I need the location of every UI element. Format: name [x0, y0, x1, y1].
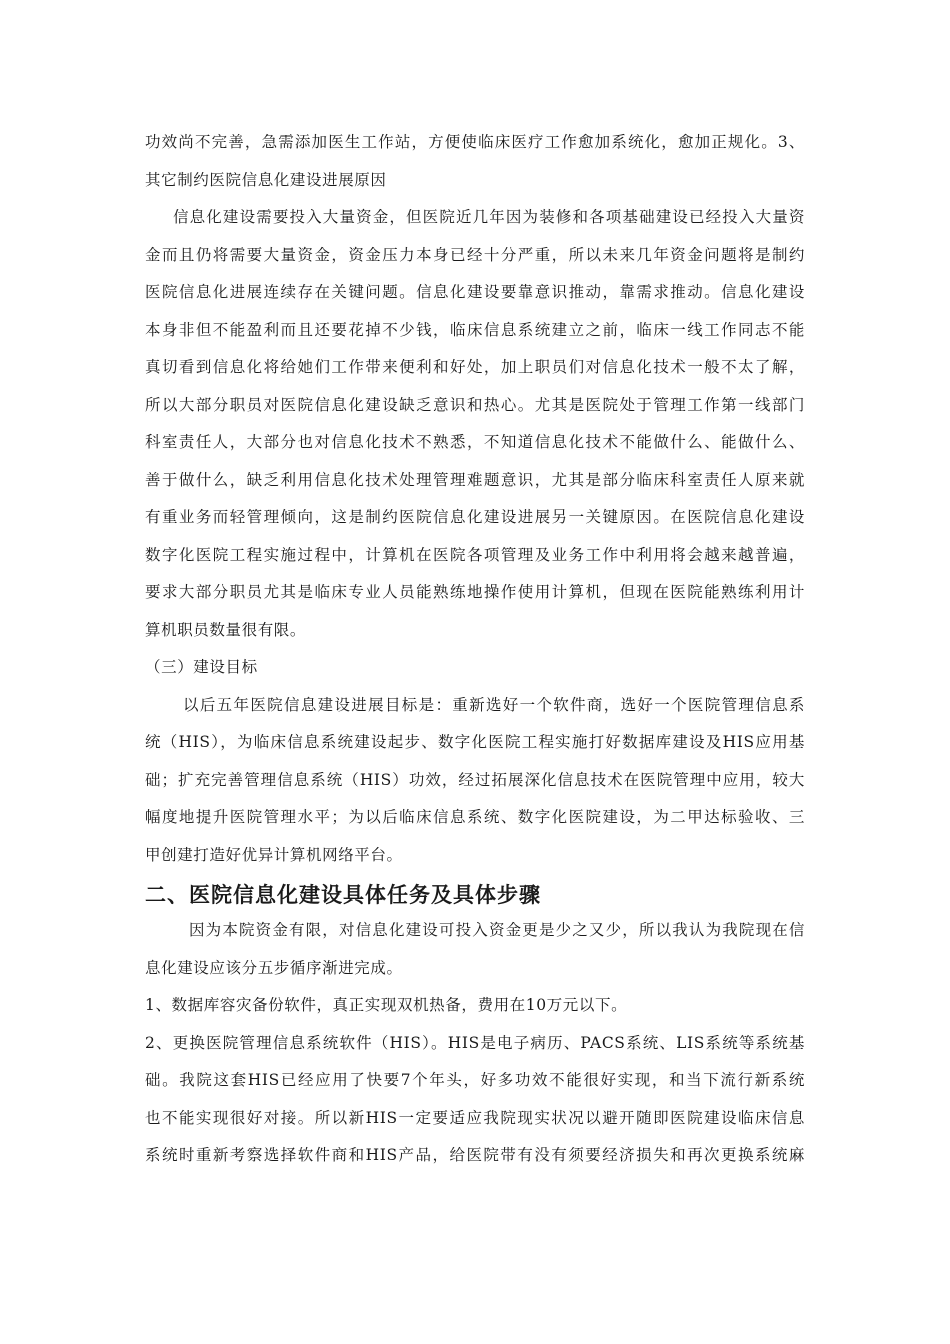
paragraph-line: 幅度地提升医院管理水平；为以后临床信息系统、数字化医院建设，为二甲达标验收、三: [145, 808, 805, 826]
paragraph-line: 所以大部分职员对医院信息化建设缺乏意识和热心。尤其是医院处于管理工作第一线部门: [145, 395, 805, 414]
paragraph-line: 善于做什么，缺乏利用信息化技术处理管理难题意识，尤其是部分临床科室责任人原来就: [145, 470, 805, 489]
paragraph-line: 算机职员数量很有限。: [145, 620, 307, 639]
paragraph-line: 础；扩充完善管理信息系统（HIS）功效，经过拓展深化信息技术在医院管理中应用，较大: [145, 770, 805, 789]
section-subtitle: 其它制约医院信息化建设进展原因: [145, 170, 387, 189]
paragraph-line: 本身非但不能盈利而且还要花掉不少钱，临床信息系统建立之前，临床一线工作同志不能: [145, 320, 805, 339]
paragraph-line: 础。我院这套HIS已经应用了快要7个年头，好多功效不能很好实现，和当下流行新系统: [145, 1071, 805, 1089]
paragraph-line: 金而且仍将需要大量资金，资金压力本身已经十分严重，所以未来几年资金问题将是制约: [145, 245, 805, 264]
paragraph-line: 有重业务而轻管理倾向，这是制约医院信息化建设进展另一关键原因。在医院信息化建设: [145, 508, 805, 526]
section-heading: 二、医院信息化建设具体任务及具体步骤: [145, 883, 541, 907]
paragraph-line: 以后五年医院信息建设进展目标是：重新选好一个软件商，选好一个医院管理信息系: [183, 695, 805, 714]
paragraph-line: 数字化医院工程实施过程中，计算机在医院各项管理及业务工作中利用将会越来越普遍，: [145, 545, 805, 564]
paragraph-line: 统（HIS），为临床信息系统建设起步、数字化医院工程实施打好数据库建设及HIS应用基: [145, 733, 805, 751]
list-item: 1、数据库容灾备份软件，真正实现双机热备，费用在10万元以下。: [145, 996, 628, 1014]
paragraph-line: 功效尚不完善，急需添加医生工作站，方便使临床医疗工作愈加系统化，愈加正规化。3、: [145, 133, 805, 151]
paragraph-line: 要求大部分职员尤其是临床专业人员能熟练地操作使用计算机，但现在医院能熟练利用计: [145, 583, 805, 601]
paragraph-line: 也不能实现很好对接。所以新HIS一定要适应我院现实状况以避开随即医院建设临床信息: [145, 1108, 805, 1127]
paragraph-line: 真切看到信息化将给她们工作带来便利和好处，加上职员们对信息化技术一般不太了解，: [145, 358, 805, 376]
paragraph-line: 科室责任人，大部分也对信息化技术不熟悉，不知道信息化技术不能做什么、能做什么、: [145, 433, 805, 451]
document-page: [145, 124, 805, 1175]
paragraph-line: 信息化建设需要投入大量资金，但医院近几年因为装修和各项基础建设已经投入大量资: [173, 208, 805, 226]
paragraph-line: 息化建设应该分五步循序渐进完成。: [145, 958, 403, 977]
list-item: 2、更换医院管理信息系统软件（HIS）。HIS是电子病历、PACS系统、LIS系统等系统基: [145, 1033, 805, 1052]
paragraph-line: 甲创建打造好优异计算机网络平台。: [145, 845, 403, 864]
section-subtitle: （三）建设目标: [145, 658, 258, 676]
paragraph-line: 系统时重新考察选择软件商和HIS产品，给医院带有没有须要经济损失和再次更换系统麻: [145, 1146, 805, 1164]
paragraph-line: 医院信息化进展连续存在关键问题。信息化建设要靠意识推动，靠需求推动。信息化建设: [145, 283, 805, 301]
paragraph-line: 因为本院资金有限，对信息化建设可投入资金更是少之又少，所以我认为我院现在信: [189, 921, 805, 939]
